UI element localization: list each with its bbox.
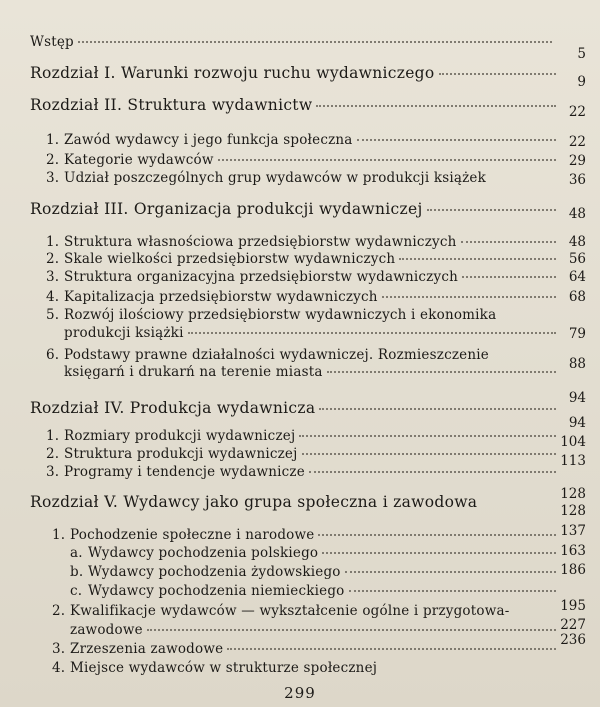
toc-chapter-1 bbox=[30, 64, 560, 82]
toc-item-number: 3. bbox=[46, 170, 60, 186]
toc-item-number: 4. bbox=[46, 289, 60, 305]
toc-entry-intro bbox=[30, 34, 556, 50]
toc-item-page: 104 bbox=[560, 434, 586, 450]
toc-item-page: 137 bbox=[560, 523, 586, 539]
toc-item-number: 2. bbox=[52, 603, 66, 619]
toc-item-text: produkcji książki bbox=[64, 325, 184, 341]
toc-chapter-4 bbox=[30, 399, 560, 417]
toc-chapter-4-title: Rozdział IV. Produkcja wydawnicza bbox=[30, 399, 316, 417]
toc-item-number: 1. bbox=[46, 234, 60, 250]
toc-item-text: Rozwój ilościowy przedsiębiorstw wydawniczych i ekonomika bbox=[64, 307, 497, 323]
toc-item-text: księgarń i drukarń na terenie miasta bbox=[64, 364, 323, 380]
toc-chapter-1-page: 9 bbox=[577, 74, 586, 90]
toc-item-number: 2. bbox=[46, 152, 60, 168]
toc-item-text: Kapitalizacja przedsiębiorstw wydawniczych bbox=[64, 289, 378, 305]
toc-item-number: 4. bbox=[52, 660, 66, 676]
toc-item-number: 3. bbox=[52, 641, 66, 657]
toc-chapter-3-page: 48 bbox=[568, 206, 586, 222]
toc-item-page: 113 bbox=[560, 453, 586, 469]
leader-dots bbox=[302, 453, 557, 455]
leader-dots bbox=[299, 435, 556, 437]
toc-item-text: Kategorie wydawców bbox=[64, 152, 214, 168]
toc-item-page: 36 bbox=[568, 172, 586, 188]
toc-item-number: 3. bbox=[46, 464, 60, 480]
toc-item-text: Wydawcy pochodzenia niemieckiego bbox=[88, 583, 345, 599]
leader-dots bbox=[327, 371, 556, 373]
toc-item-text: zawodowe bbox=[70, 622, 143, 638]
toc-intro-page: 5 bbox=[577, 46, 586, 62]
toc-item-page: 56 bbox=[568, 251, 586, 267]
toc-item-number: 1. bbox=[46, 132, 60, 148]
leader-dots bbox=[349, 590, 556, 592]
toc-chapter-5 bbox=[30, 493, 560, 511]
toc-chapter-5-page: 128 bbox=[560, 486, 586, 502]
toc-item-number: 1. bbox=[52, 527, 66, 543]
toc-item bbox=[46, 269, 560, 285]
toc-chapter-3 bbox=[30, 200, 560, 218]
toc-item-continuation bbox=[70, 622, 560, 638]
toc-item-continuation bbox=[64, 364, 560, 380]
toc-chapter-2 bbox=[30, 96, 560, 114]
toc-item-number: c. bbox=[70, 583, 83, 599]
leader-dots bbox=[316, 105, 556, 107]
toc-item bbox=[46, 234, 560, 250]
leader-dots bbox=[188, 332, 556, 334]
toc-item bbox=[52, 660, 560, 676]
toc-item-number: 2. bbox=[46, 446, 60, 462]
toc-item bbox=[70, 545, 560, 561]
toc-item bbox=[52, 603, 586, 619]
toc-item-text: Struktura własnościowa przedsiębiorstw wydawniczych bbox=[64, 234, 457, 250]
toc-item-text: Zrzeszenia zawodowe bbox=[70, 641, 224, 657]
toc-item-page: 29 bbox=[568, 153, 586, 169]
toc-item-page: 64 bbox=[568, 269, 586, 285]
toc-item-number: 2. bbox=[46, 251, 60, 267]
leader-dots bbox=[357, 139, 556, 141]
toc-item-text: Zawód wydawcy i jego funkcja społeczna bbox=[64, 132, 353, 148]
toc-item bbox=[46, 428, 560, 444]
toc-chapter-2-page: 22 bbox=[568, 104, 586, 120]
toc-item-number: 5. bbox=[46, 307, 60, 323]
toc-item-text: Podstawy prawne działalności wydawniczej. Rozmieszczenie bbox=[64, 347, 489, 363]
toc-chapter-1-title: Rozdział I. Warunki rozwoju ruchu wydawniczego bbox=[30, 64, 435, 82]
toc-item bbox=[46, 347, 586, 363]
leader-dots bbox=[382, 296, 556, 298]
toc-item bbox=[52, 641, 560, 657]
toc-chapter-5-title: Rozdział V. Wydawcy jako grupa społeczna i zawodowa bbox=[30, 493, 478, 511]
toc-item bbox=[46, 152, 560, 168]
toc-chapter-3-title: Rozdział III. Organizacja produkcji wydawniczej bbox=[30, 200, 423, 218]
toc-item-number: 3. bbox=[46, 269, 60, 285]
toc-chapter-2-title: Rozdział II. Struktura wydawnictw bbox=[30, 96, 313, 114]
toc-item bbox=[70, 583, 560, 599]
toc-item-page: 236 bbox=[560, 632, 586, 648]
toc-item bbox=[70, 564, 560, 580]
toc-item-continuation bbox=[64, 325, 560, 341]
toc-item-text: Struktura produkcji wydawniczej bbox=[64, 446, 298, 462]
leader-dots bbox=[399, 258, 556, 260]
toc-item bbox=[46, 464, 560, 480]
toc-item bbox=[46, 251, 560, 267]
toc-item-number: 1. bbox=[46, 428, 60, 444]
toc-item-page: 88 bbox=[568, 356, 586, 372]
toc-item-text: Struktura organizacyjna przedsiębiorstw wydawniczych bbox=[64, 269, 458, 285]
toc-item-page: 186 bbox=[560, 562, 586, 578]
toc-item bbox=[46, 307, 586, 323]
toc-item-number: a. bbox=[70, 545, 83, 561]
toc-item-text: Kwalifikacje wydawców — wykształcenie ogólne i przygotowa- bbox=[70, 603, 510, 619]
toc-item bbox=[46, 446, 560, 462]
toc-item-text: Miejsce wydawców w strukturze społecznej bbox=[70, 660, 378, 676]
toc-item-page: 94 bbox=[568, 415, 586, 431]
leader-dots bbox=[319, 408, 556, 410]
toc-intro-title: Wstęp bbox=[30, 34, 74, 50]
toc-item-page: 68 bbox=[568, 289, 586, 305]
toc-item-page: 163 bbox=[560, 543, 586, 559]
leader-dots bbox=[318, 534, 556, 536]
leader-dots bbox=[322, 552, 556, 554]
leader-dots bbox=[345, 571, 556, 573]
toc-item-text: Wydawcy pochodzenia żydowskiego bbox=[88, 564, 341, 580]
toc-item-page: 48 bbox=[568, 234, 586, 250]
toc-item-number: 6. bbox=[46, 347, 60, 363]
toc-chapter-4-page: 94 bbox=[568, 390, 586, 406]
leader-dots bbox=[147, 629, 556, 631]
toc-item bbox=[46, 289, 560, 305]
toc-item-text: Wydawcy pochodzenia polskiego bbox=[88, 545, 319, 561]
toc-item-text: Skale wielkości przedsiębiorstw wydawniczych bbox=[64, 251, 396, 267]
toc-item-page: 128 bbox=[560, 503, 586, 519]
toc-item bbox=[52, 527, 560, 543]
toc-item-text: Udział poszczególnych grup wydawców w produkcji książek bbox=[64, 170, 486, 186]
toc-item-text: Pochodzenie społeczne i narodowe bbox=[70, 527, 315, 543]
toc-item-page: 22 bbox=[568, 134, 586, 150]
toc-item-page: 195 bbox=[560, 598, 586, 614]
toc-item-text: Rozmiary produkcji wydawniczej bbox=[64, 428, 296, 444]
leader-dots bbox=[227, 648, 556, 650]
leader-dots bbox=[309, 471, 556, 473]
page-number: 299 bbox=[284, 684, 316, 702]
toc-item-page: 79 bbox=[568, 326, 586, 342]
toc-item-page: 227 bbox=[560, 617, 586, 633]
leader-dots bbox=[78, 41, 552, 43]
leader-dots bbox=[218, 159, 556, 161]
toc-item-text: Programy i tendencje wydawnicze bbox=[64, 464, 305, 480]
toc-item bbox=[46, 132, 560, 148]
toc-item-number: b. bbox=[70, 564, 84, 580]
toc-item bbox=[46, 170, 546, 186]
